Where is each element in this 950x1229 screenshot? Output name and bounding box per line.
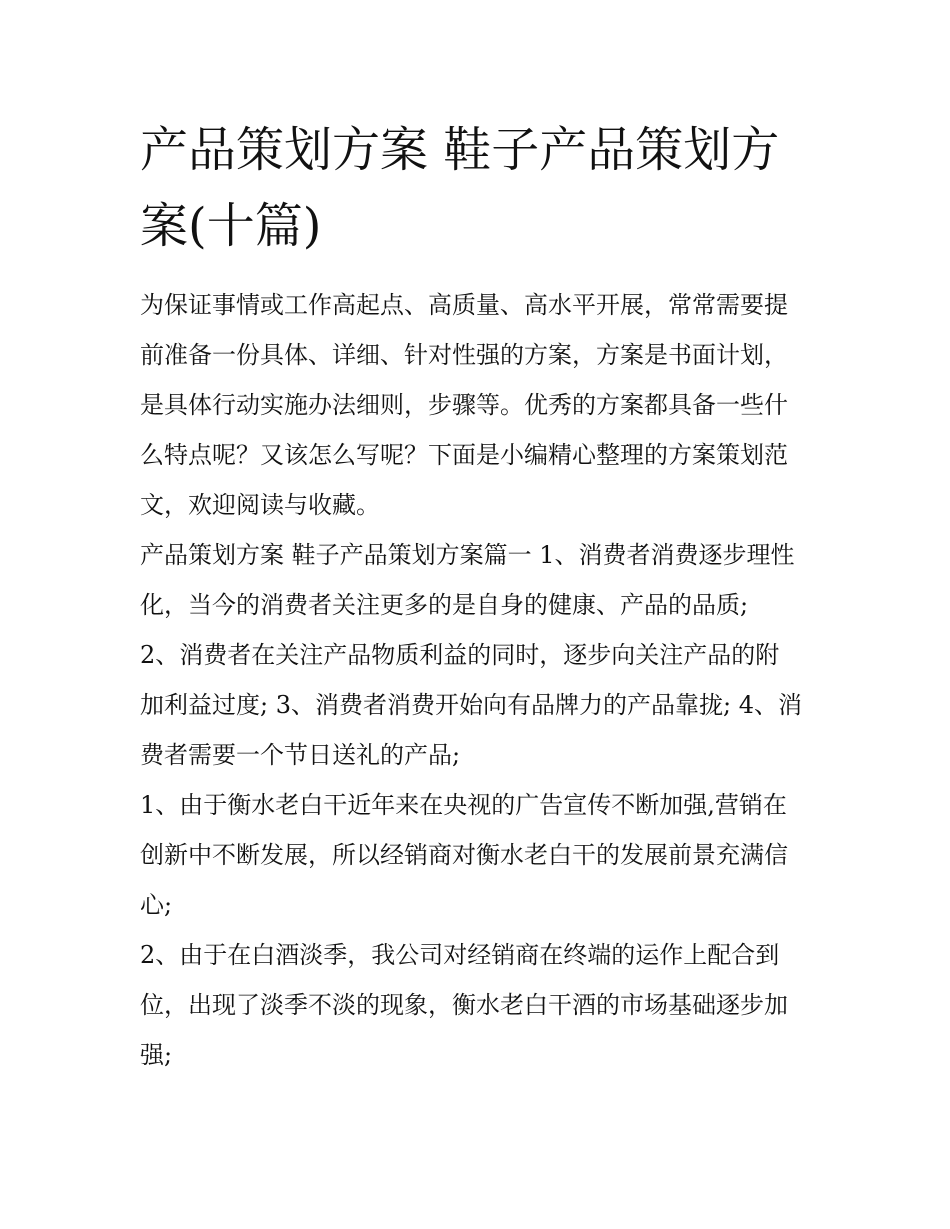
text-line: 产品策划方案 鞋子产品策划方案篇一 1、消费者消费逐步理性 xyxy=(140,541,795,569)
section-paragraph xyxy=(140,780,816,930)
title-line: 产品策划方案 鞋子产品策划方 xyxy=(140,122,780,178)
text-line: 为保证事情或工作高起点、高质量、高水平开展，常常需要提 xyxy=(140,291,788,319)
text-line: 创新中不断发展，所以经销商对衡水老白干的发展前景充满信 xyxy=(140,841,788,869)
text-line: 费者需要一个节日送礼的产品; xyxy=(140,741,461,769)
title-line: 案(十篇) xyxy=(140,198,322,254)
section-paragraph xyxy=(140,930,816,1080)
section-paragraph xyxy=(140,630,816,780)
text-line: 是具体行动实施办法细则，步骤等。优秀的方案都具备一些什 xyxy=(140,391,788,419)
text-line: 加利益过度; 3、消费者消费开始向有品牌力的产品靠拢; 4、消 xyxy=(140,691,802,719)
intro-paragraph xyxy=(140,280,816,530)
text-line: 化，当今的消费者关注更多的是自身的健康、产品的品质; xyxy=(140,591,749,619)
text-line: 强; xyxy=(140,1041,173,1069)
document-content xyxy=(140,112,816,1080)
text-line: 1、由于衡水老白干近年来在央视的广告宣传不断加强,营销在 xyxy=(140,791,787,819)
text-line: 位，出现了淡季不淡的现象，衡水老白干酒的市场基础逐步加 xyxy=(140,991,788,1019)
text-line: 2、由于在白酒淡季，我公司对经销商在终端的运作上配合到 xyxy=(140,941,780,969)
section-paragraph xyxy=(140,530,816,630)
document-title xyxy=(140,112,816,264)
text-line: 前准备一份具体、详细、针对性强的方案，方案是书面计划， xyxy=(140,341,788,369)
text-line: 么特点呢？又该怎么写呢？下面是小编精心整理的方案策划范 xyxy=(140,441,788,469)
text-line: 2、消费者在关注产品物质利益的同时，逐步向关注产品的附 xyxy=(140,641,780,669)
text-line: 文，欢迎阅读与收藏。 xyxy=(140,491,380,519)
text-line: 心; xyxy=(140,891,173,919)
